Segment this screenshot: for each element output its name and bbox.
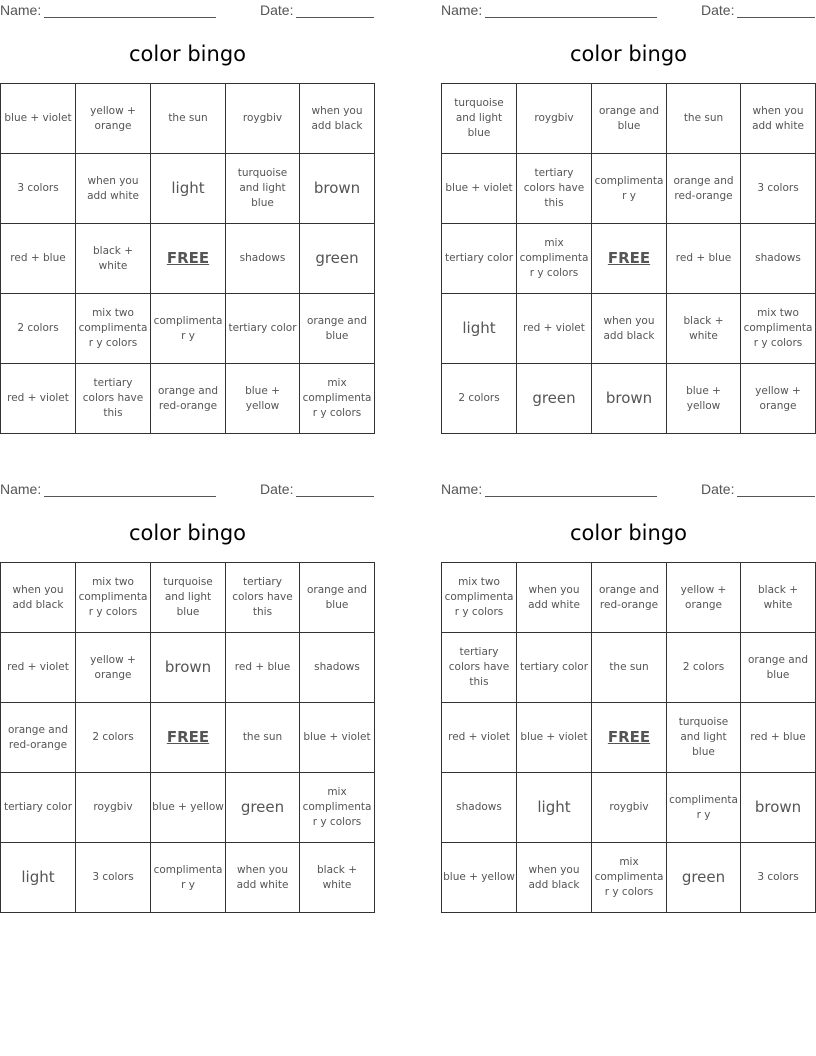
bingo-grid <box>441 562 816 913</box>
card-title: color bingo <box>569 42 688 66</box>
bingo-cell[interactable]: mix two complimentar y colors <box>741 294 816 364</box>
bingo-cell[interactable]: black + white <box>300 843 375 913</box>
bingo-cell[interactable]: orange and blue <box>300 294 375 364</box>
bingo-cell[interactable]: black + white <box>741 563 816 633</box>
bingo-cell[interactable]: 3 colors <box>76 843 151 913</box>
bingo-cell[interactable]: 2 colors <box>667 633 741 703</box>
card-header <box>0 0 375 20</box>
bingo-cell[interactable]: green <box>517 364 592 434</box>
bingo-cell[interactable]: red + violet <box>517 294 592 364</box>
bingo-cell[interactable]: when you add black <box>517 843 592 913</box>
bingo-cell[interactable]: roygbiv <box>592 773 667 843</box>
bingo-cell[interactable]: black + white <box>76 224 151 294</box>
name-blank-line <box>44 482 216 497</box>
bingo-cell[interactable]: red + violet <box>1 633 76 703</box>
free-space[interactable]: FREE <box>151 703 226 773</box>
bingo-cell[interactable]: roygbiv <box>226 84 300 154</box>
name-field[interactable] <box>0 481 216 497</box>
bingo-cell[interactable]: when you add black <box>1 563 76 633</box>
bingo-cell[interactable]: blue + yellow <box>442 843 517 913</box>
name-field[interactable] <box>441 481 657 497</box>
bingo-cell[interactable]: red + blue <box>667 224 741 294</box>
bingo-cell[interactable]: tertiary color <box>1 773 76 843</box>
free-space[interactable]: FREE <box>592 224 667 294</box>
bingo-cell[interactable]: black + white <box>667 294 741 364</box>
bingo-cell[interactable]: complimentar y <box>592 154 667 224</box>
bingo-cell[interactable]: mix complimentar y colors <box>517 224 592 294</box>
bingo-cell[interactable]: the sun <box>226 703 300 773</box>
bingo-cell[interactable]: roygbiv <box>517 84 592 154</box>
bingo-cell[interactable]: red + blue <box>226 633 300 703</box>
bingo-cell[interactable]: green <box>226 773 300 843</box>
bingo-cell[interactable]: when you add white <box>741 84 816 154</box>
bingo-cell[interactable]: when you add black <box>592 294 667 364</box>
date-field[interactable] <box>701 481 815 497</box>
bingo-cell[interactable]: yellow + orange <box>741 364 816 434</box>
bingo-cell[interactable]: mix complimentar y colors <box>300 364 375 434</box>
bingo-cell[interactable]: green <box>300 224 375 294</box>
bingo-cell[interactable]: mix two complimentar y colors <box>442 563 517 633</box>
bingo-cell[interactable]: yellow + orange <box>76 84 151 154</box>
bingo-cell[interactable]: shadows <box>300 633 375 703</box>
date-field[interactable] <box>701 2 815 18</box>
bingo-cell[interactable]: shadows <box>226 224 300 294</box>
bingo-cell[interactable]: turquoise and light blue <box>151 563 226 633</box>
date-field[interactable] <box>260 2 374 18</box>
bingo-cell[interactable]: light <box>517 773 592 843</box>
name-field[interactable] <box>0 2 216 18</box>
bingo-cell[interactable]: brown <box>592 364 667 434</box>
bingo-cell[interactable]: the sun <box>151 84 226 154</box>
bingo-cell[interactable]: mix two complimentar y colors <box>76 294 151 364</box>
bingo-cell[interactable]: when you add white <box>76 154 151 224</box>
bingo-cell[interactable]: red + blue <box>1 224 76 294</box>
bingo-cell[interactable]: orange and blue <box>300 563 375 633</box>
bingo-cell[interactable]: when you add black <box>300 84 375 154</box>
bingo-cell[interactable]: mix complimentar y colors <box>300 773 375 843</box>
bingo-cell[interactable]: when you add white <box>517 563 592 633</box>
date-label: Date: <box>701 481 735 497</box>
bingo-cell[interactable]: tertiary colors have this <box>442 633 517 703</box>
bingo-cell[interactable]: blue + violet <box>300 703 375 773</box>
bingo-cell[interactable]: turquoise and light blue <box>667 703 741 773</box>
bingo-cell[interactable]: light <box>1 843 76 913</box>
bingo-grid <box>0 562 375 913</box>
bingo-cell[interactable]: 3 colors <box>1 154 76 224</box>
card-header <box>441 0 816 20</box>
bingo-cell[interactable]: tertiary colors have this <box>517 154 592 224</box>
free-space[interactable]: FREE <box>592 703 667 773</box>
bingo-cell[interactable]: orange and blue <box>741 633 816 703</box>
bingo-cell[interactable]: 3 colors <box>741 154 816 224</box>
bingo-cell[interactable]: shadows <box>442 773 517 843</box>
bingo-cell[interactable]: 3 colors <box>741 843 816 913</box>
card-title: color bingo <box>128 521 247 545</box>
name-blank-line <box>485 482 657 497</box>
bingo-cell[interactable]: the sun <box>667 84 741 154</box>
card-header <box>0 479 375 499</box>
bingo-cell[interactable]: yellow + orange <box>667 563 741 633</box>
date-blank-line <box>737 482 815 497</box>
bingo-cell[interactable]: red + blue <box>741 703 816 773</box>
name-blank-line <box>44 3 216 18</box>
card-title: color bingo <box>569 521 688 545</box>
bingo-cell[interactable]: turquoise and light blue <box>226 154 300 224</box>
bingo-cell[interactable]: tertiary color <box>226 294 300 364</box>
card-title: color bingo <box>128 42 247 66</box>
bingo-cell[interactable]: tertiary color <box>517 633 592 703</box>
bingo-cell[interactable]: blue + yellow <box>667 364 741 434</box>
bingo-cell[interactable]: mix two complimentar y colors <box>76 563 151 633</box>
bingo-cell[interactable]: complimentar y <box>151 843 226 913</box>
bingo-grid <box>441 83 816 434</box>
bingo-cell[interactable]: complimentar y <box>151 294 226 364</box>
name-blank-line <box>485 3 657 18</box>
bingo-cell[interactable]: when you add white <box>226 843 300 913</box>
name-field[interactable] <box>441 2 657 18</box>
bingo-cell[interactable]: red + violet <box>1 364 76 434</box>
name-label: Name: <box>441 2 483 18</box>
bingo-cell[interactable]: complimentar y <box>667 773 741 843</box>
date-blank-line <box>737 3 815 18</box>
date-label: Date: <box>260 2 294 18</box>
bingo-cell[interactable]: brown <box>741 773 816 843</box>
free-space[interactable]: FREE <box>151 224 226 294</box>
bingo-cell[interactable]: brown <box>300 154 375 224</box>
card-header <box>441 479 816 499</box>
bingo-cell[interactable]: blue + violet <box>1 84 76 154</box>
name-label: Name: <box>0 481 42 497</box>
bingo-cell[interactable]: roygbiv <box>76 773 151 843</box>
bingo-cell[interactable]: orange and red-orange <box>592 563 667 633</box>
date-blank-line <box>296 482 374 497</box>
bingo-cell[interactable]: green <box>667 843 741 913</box>
bingo-cell[interactable]: orange and blue <box>592 84 667 154</box>
bingo-cell[interactable]: blue + violet <box>442 154 517 224</box>
bingo-cell[interactable]: mix complimentar y colors <box>592 843 667 913</box>
bingo-cell[interactable]: orange and red-orange <box>151 364 226 434</box>
name-label: Name: <box>0 2 42 18</box>
bingo-cell[interactable]: orange and red-orange <box>1 703 76 773</box>
bingo-cell[interactable]: blue + yellow <box>151 773 226 843</box>
bingo-cell[interactable]: 2 colors <box>1 294 76 364</box>
bingo-cell[interactable]: yellow + orange <box>76 633 151 703</box>
date-blank-line <box>296 3 374 18</box>
bingo-cell[interactable]: 2 colors <box>76 703 151 773</box>
bingo-cell[interactable]: the sun <box>592 633 667 703</box>
bingo-cell[interactable]: orange and red-orange <box>667 154 741 224</box>
bingo-cell[interactable]: tertiary colors have this <box>226 563 300 633</box>
bingo-cell[interactable]: blue + yellow <box>226 364 300 434</box>
date-field[interactable] <box>260 481 374 497</box>
bingo-cell[interactable]: turquoise and light blue <box>442 84 517 154</box>
bingo-cell[interactable]: tertiary color <box>442 224 517 294</box>
bingo-grid <box>0 83 375 434</box>
bingo-cell[interactable]: brown <box>151 633 226 703</box>
bingo-cell[interactable]: tertiary colors have this <box>76 364 151 434</box>
bingo-cell[interactable]: shadows <box>741 224 816 294</box>
bingo-cell[interactable]: light <box>442 294 517 364</box>
bingo-cell[interactable]: 2 colors <box>442 364 517 434</box>
date-label: Date: <box>260 481 294 497</box>
bingo-cell[interactable]: light <box>151 154 226 224</box>
name-label: Name: <box>441 481 483 497</box>
bingo-cell[interactable]: blue + violet <box>517 703 592 773</box>
bingo-cell[interactable]: red + violet <box>442 703 517 773</box>
date-label: Date: <box>701 2 735 18</box>
